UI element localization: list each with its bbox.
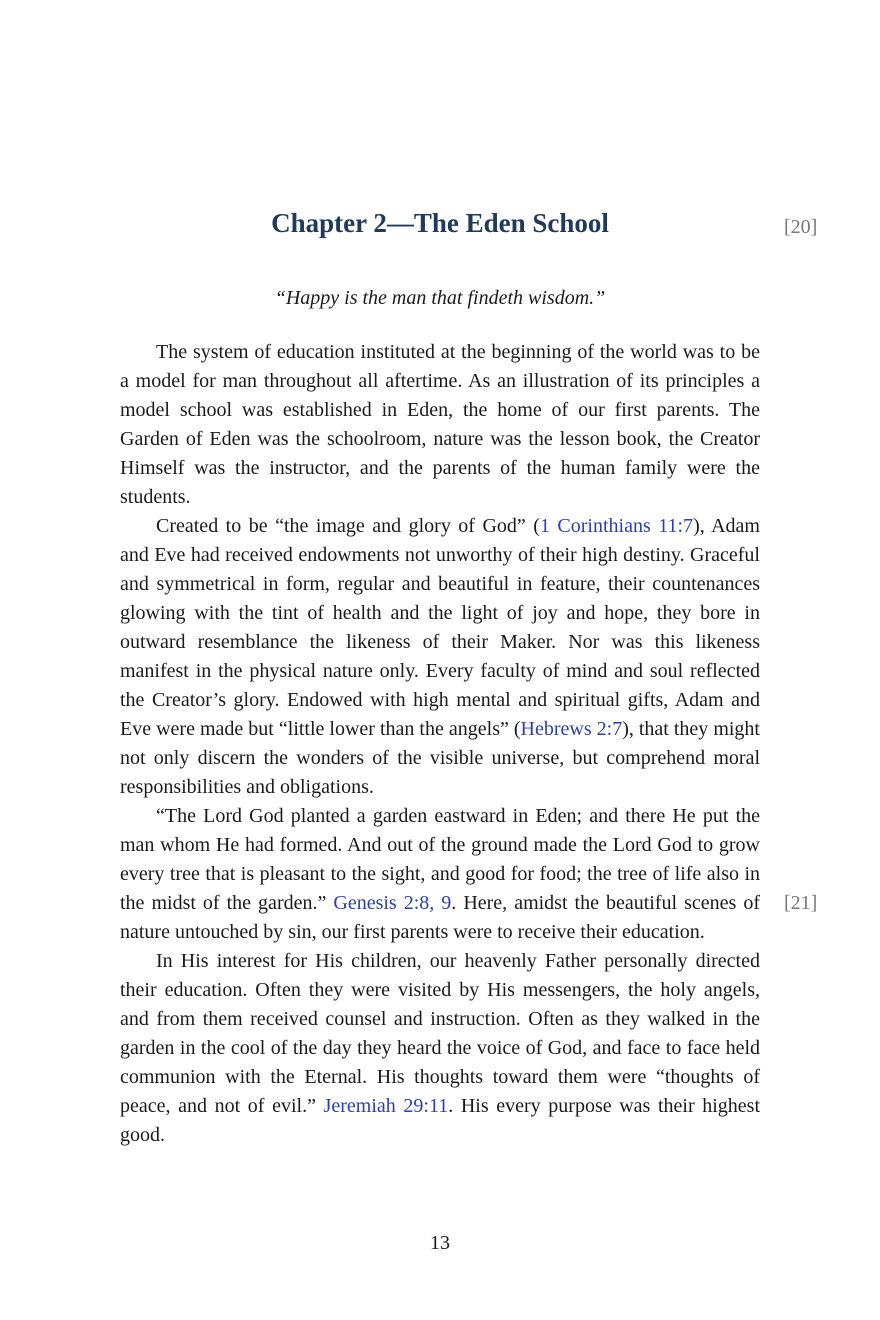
paragraph	[120, 338, 760, 512]
scripture-link[interactable]: Genesis 2:8, 9	[333, 892, 452, 914]
scripture-link[interactable]: Hebrews 2:7	[520, 718, 623, 740]
paragraph	[120, 802, 760, 947]
paragraph-text: . Here, amidst the beautiful scenes of nature untouched by sin, our first parents were to receive their education.	[120, 892, 760, 943]
paragraph-text: The system of education instituted at the beginning of the world was to be a model for man throughout all aftertime. As an illustration of its principles a model school was established in Eden, the home of our first parents. The Garden of Eden was the schoolroom, nature was the lesson book, the Creator Himself was the instructor, and the parents of the human family were the students.	[120, 341, 760, 508]
paragraph	[120, 947, 760, 1150]
paragraph-text: In His interest for His children, our heavenly Father personally directed their education. Often they were visited by His messengers, the holy angels, and from them received counsel and instruction. Often as they walked in the garden in the cool of the day they heard the voice of God, and face to face held communion with the Eternal. His thoughts toward them were “thoughts of peace, and not of evil.”	[120, 950, 760, 1117]
scripture-link[interactable]: 1 Corinthians 11:7	[539, 515, 694, 537]
paragraph-text: ), that they might not only discern the wonders of the visible universe, but comprehend moral responsibilities and obligations.	[120, 718, 760, 798]
paragraph	[120, 512, 760, 802]
margin-page-ref: [20]	[784, 216, 818, 238]
epigraph: “Happy is the man that findeth wisdom.”	[274, 287, 606, 309]
margin-page-ref: [21]	[784, 892, 818, 914]
paragraph-text: “The Lord God planted a garden eastward in Eden; and there He put the man whom He had formed. And out of the ground made the Lord God to grow every tree that is pleasant to the sight, and good for food; the tree of life also in the midst of the garden.”	[120, 805, 760, 914]
page-number: 13	[430, 1232, 450, 1254]
chapter-title: Chapter 2—The Eden School	[271, 208, 609, 238]
paragraph-text: . His every purpose was their highest good.	[120, 1095, 760, 1146]
chapter-body	[120, 338, 760, 1150]
paragraph-text: ), Adam and Eve had received endowments not unworthy of their high destiny. Graceful and symmetrical in form, regular and beautiful in feature, their countenances glowing with the tint of health and the light of joy and hope, they bore in outward resemblance the likeness of their Maker. Nor was this likeness manifest in the physical nature only. Every faculty of mind and soul reflected the Creator’s glory. Endowed with high mental and spiritual gifts, Adam and Eve were made but “little lower than the angels” (	[120, 515, 760, 740]
scripture-link[interactable]: Jeremiah 29:11	[323, 1095, 449, 1117]
paragraph-text: Created to be “the image and glory of God” (	[156, 515, 540, 537]
